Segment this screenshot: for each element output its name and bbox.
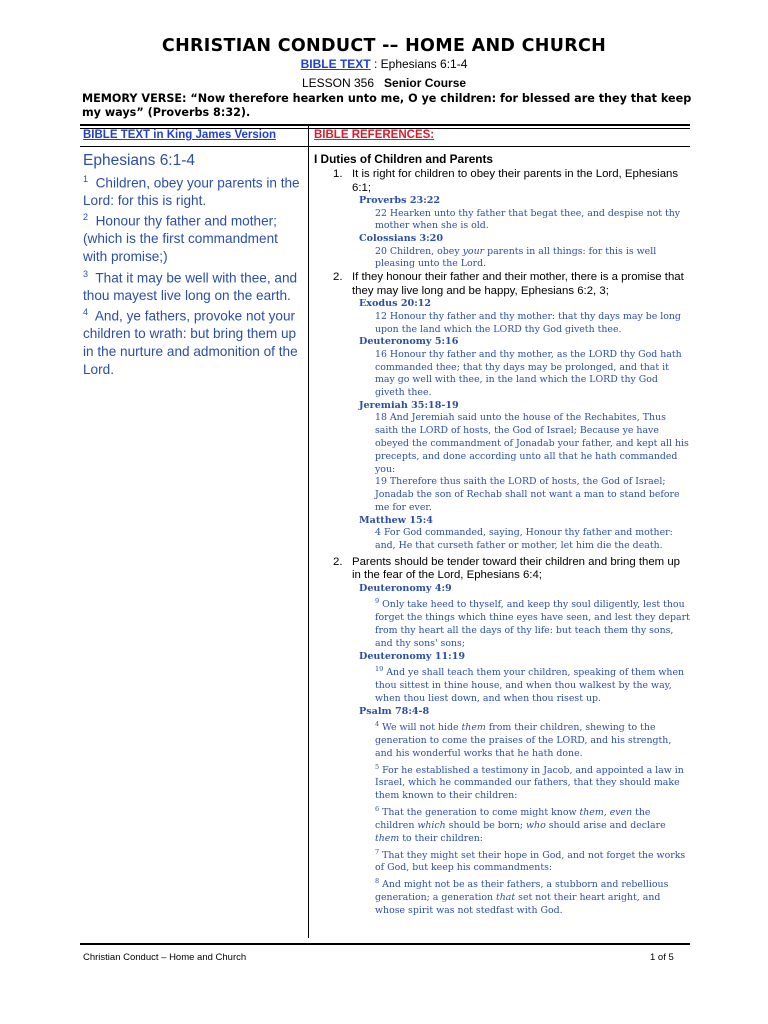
ref-deuteronomy-5: Deuteronomy 5:16: [359, 336, 459, 348]
point-text: Parents should be tender toward their children and bring them up in the fear of the Lord, Ephesians 6:4;: [352, 555, 680, 582]
verse-2: [83, 209, 301, 265]
verse-number: 3: [83, 268, 89, 279]
verse-part: set not their heart aright, and whose spirit was not stedfast with God.: [375, 892, 661, 916]
verse-part: to their children:: [399, 832, 483, 844]
verse-deuteronomy-4: [375, 595, 690, 650]
verse-1: [83, 171, 301, 210]
bible-references-heading[interactable]: BIBLE REFERENCES:: [314, 129, 435, 141]
memory-verse-text: “Now therefore hearken unto me, O ye children: for blessed are they that keep my ways” (Proverbs 8:32).: [82, 92, 692, 119]
verse-italic: them: [461, 722, 486, 734]
course-name: Senior Course: [384, 76, 467, 90]
point-text: If they honour their father and their mother, there is a promise that they may live long and be happy, Ephesians 6:2, 3;: [352, 271, 684, 297]
column-heading-divider: [80, 146, 690, 147]
verse-4: [83, 304, 301, 378]
verse-number: 8: [375, 877, 380, 886]
bible-text-separator: :: [370, 57, 381, 71]
verse-part: 20 Children, obey: [375, 245, 463, 257]
footer-title: Christian Conduct – Home and Church: [83, 952, 247, 963]
verse-jeremiah-18: 18 And Jeremiah said unto the house of the Rechabites, Thus saith the LORD of hosts, the God of Israel; Because ye have obeyed the commandment of Jonadab your father, and kept all his precepts, and done according unto all that he hath commanded you:: [375, 412, 689, 475]
ref-colossians: Colossians 3:20: [359, 233, 444, 245]
verse-text: That it may be well with thee, and thou mayest live long on the earth.: [83, 270, 298, 303]
verse-part: For he established a testimony in Jacob, and appointed a law in Israel, which he commanded our fathers, that they should make them known to their children:: [375, 764, 684, 802]
lesson-number: LESSON 356: [301, 76, 374, 90]
verse-italic: your: [462, 245, 485, 257]
verse-part: Only take heed to thyself, and keep thy soul diligently, lest thou forget the things which thine eyes have seen, and lest they depart from thy heart all the days of thy life: but teach them thy sons, and thy sons' sons;: [375, 599, 690, 649]
bible-text-line: [0, 57, 768, 71]
verse-part: parents in all things: for this is well pleasing unto the Lord.: [375, 245, 657, 270]
verse-text: Children, obey your parents in the Lord: for this is right.: [83, 175, 300, 208]
verse-part: And might not be as their fathers, a stubborn and rebellious generation; a generation: [375, 879, 669, 904]
ref-jeremiah: Jeremiah 35:18-19: [359, 399, 459, 411]
verse-proverbs: 22 Hearken unto thy father that begat thee, and despise not thy mother when she is old.: [375, 207, 681, 232]
ref-deuteronomy-4: Deuteronomy 4:9: [359, 582, 452, 594]
verse-3: [83, 266, 301, 305]
bible-references-column: [314, 152, 690, 918]
verse-italic: which: [417, 819, 446, 831]
point-1: [314, 168, 690, 195]
verse-deuteronomy-5: 16 Honour thy father and thy mother, as the LORD thy God hath commanded thee; that thy days may be prolonged, and that it may go well with thee, in the land which the LORD thy God giveth thee.: [375, 348, 682, 399]
column-divider: [308, 126, 309, 938]
verse-part: And ye shall teach them your children, speaking of them when thou sittest in thine house, and when thou walkest by the way, when thou liest down, and when thou risest up.: [375, 667, 685, 704]
verse-part: from their children, shewing to the generation to come the praises of the LORD, and his strength, and his wonderful works that he hath done.: [375, 722, 672, 759]
bible-text-column: [83, 152, 301, 378]
verse-psalm-5: [375, 761, 690, 804]
verse-number: 19: [375, 665, 384, 674]
verse-deuteronomy-11: [375, 663, 690, 706]
point-number: 1.: [333, 168, 343, 180]
memory-verse-label: MEMORY VERSE:: [82, 92, 187, 105]
point-2: [314, 271, 690, 298]
verse-number: 5: [375, 762, 380, 771]
verse-exodus: 12 Honour thy father and thy mother: that thy days may be long upon the land which the LORD thy God giveth thee.: [375, 310, 681, 335]
verse-number: 4: [83, 307, 89, 318]
verse-italic: that: [496, 892, 516, 904]
verse-text: Honour thy father and mother; (which is the first commandment with promise;): [83, 213, 278, 265]
bible-text-link[interactable]: BIBLE TEXT: [300, 57, 371, 71]
verse-part: That they might set their hope in God, and not forget the works of God, but keep his commandments:: [375, 849, 686, 874]
bible-text-kjv-link[interactable]: BIBLE TEXT in King James Version: [83, 129, 276, 141]
verse-psalm-8: [375, 875, 690, 918]
verse-number: 6: [375, 805, 380, 814]
scripture-reference: Ephesians 6:1-4: [83, 152, 196, 169]
point-number: 2.: [333, 271, 343, 284]
page-title: CHRISTIAN CONDUCT -– HOME AND CHURCH: [161, 36, 607, 56]
verse-italic: who: [526, 819, 546, 831]
lesson-line: [0, 76, 768, 90]
page-number: 1 of 5: [650, 952, 674, 963]
verse-number: 2: [83, 212, 89, 223]
ref-deuteronomy-11: Deuteronomy 11:19: [359, 650, 466, 662]
verse-text: And, ye fathers, provoke not your children to wrath: but bring them up in the nurture and admonition of the Lord.: [83, 308, 298, 377]
footer-divider: [80, 943, 690, 945]
point-number: 2.: [333, 555, 343, 568]
verse-part: should be born;: [445, 819, 527, 831]
verse-part: We will not hide: [379, 722, 462, 734]
ref-proverbs: Proverbs 23:22: [359, 195, 441, 207]
point-text: It is right for children to obey their parents in the Lord, Ephesians 6:1;: [352, 168, 679, 194]
verse-part: should arise and declare: [545, 819, 666, 831]
bible-text-reference: Ephesians 6:1-4: [380, 57, 468, 71]
verse-number: 4: [375, 719, 380, 728]
verse-part: the children: [375, 807, 651, 831]
verse-psalm-7: [375, 846, 690, 876]
verse-number: 1: [83, 173, 89, 184]
verse-psalm-6: [375, 803, 690, 846]
memory-verse: [82, 92, 694, 120]
ref-exodus: Exodus 20:12: [359, 298, 432, 310]
verse-colossians: [375, 246, 690, 272]
section-title: I Duties of Children and Parents: [314, 152, 493, 166]
header-divider-thick: [80, 124, 690, 126]
verse-number: 9: [375, 597, 380, 606]
verse-psalm-4: [375, 718, 690, 761]
point-3: [314, 556, 690, 583]
ref-psalm: Psalm 78:4-8: [359, 705, 430, 717]
verse-jeremiah-19: 19 Therefore thus saith the LORD of hosts, the God of Israel; Jonadab the son of Rechab shall not want a man to stand before me for ever.: [375, 476, 680, 513]
verse-italic: even: [609, 807, 633, 819]
verse-italic: them,: [579, 807, 607, 819]
verse-part: That the generation to come might know: [379, 807, 580, 819]
verse-matthew: 4 For God commanded, saying, Honour thy father and mother: and, He that curseth father or mother, let him die the death.: [375, 527, 673, 551]
verse-italic: them: [375, 832, 400, 844]
verse-number: 7: [375, 847, 380, 856]
ref-matthew: Matthew 15:4: [359, 514, 433, 526]
